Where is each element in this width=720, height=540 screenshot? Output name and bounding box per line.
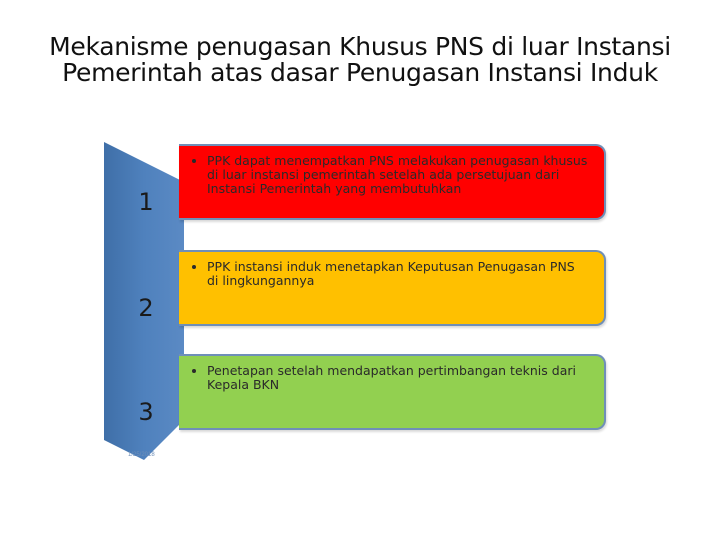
step-3-list — [193, 364, 590, 392]
step-2-text: • PPK instansi induk menetapkan Keputusan Penugasan PNS di lingkungannya — [207, 260, 590, 288]
step-number-2: 2 — [138, 294, 154, 322]
slide-title-line-1: Mekanisme penugasan Khusus PNS di luar Instansi — [49, 32, 671, 61]
step-1-text: • PPK dapat menempatkan PNS melakukan penugasan khusus di luar instansi pemerintah setelah ada persetujuan dari Instansi Pemerintah yang membutuhkan — [207, 154, 590, 196]
slide-title-line-2: Pemerintah atas dasar Penugasan Instansi Induk — [62, 58, 658, 87]
step-number-1: 1 — [138, 188, 154, 216]
step-1-list — [193, 154, 590, 196]
footer-date: 1/25/2018 — [128, 452, 155, 458]
step-box-1 — [179, 144, 606, 220]
step-number-3: 3 — [138, 398, 154, 426]
step-box-2 — [179, 250, 606, 326]
step-3-text: • Penetapan setelah mendapatkan pertimbangan teknis dari Kepala BKN — [207, 364, 590, 392]
step-box-3 — [179, 354, 606, 430]
step-2-list — [193, 260, 590, 288]
